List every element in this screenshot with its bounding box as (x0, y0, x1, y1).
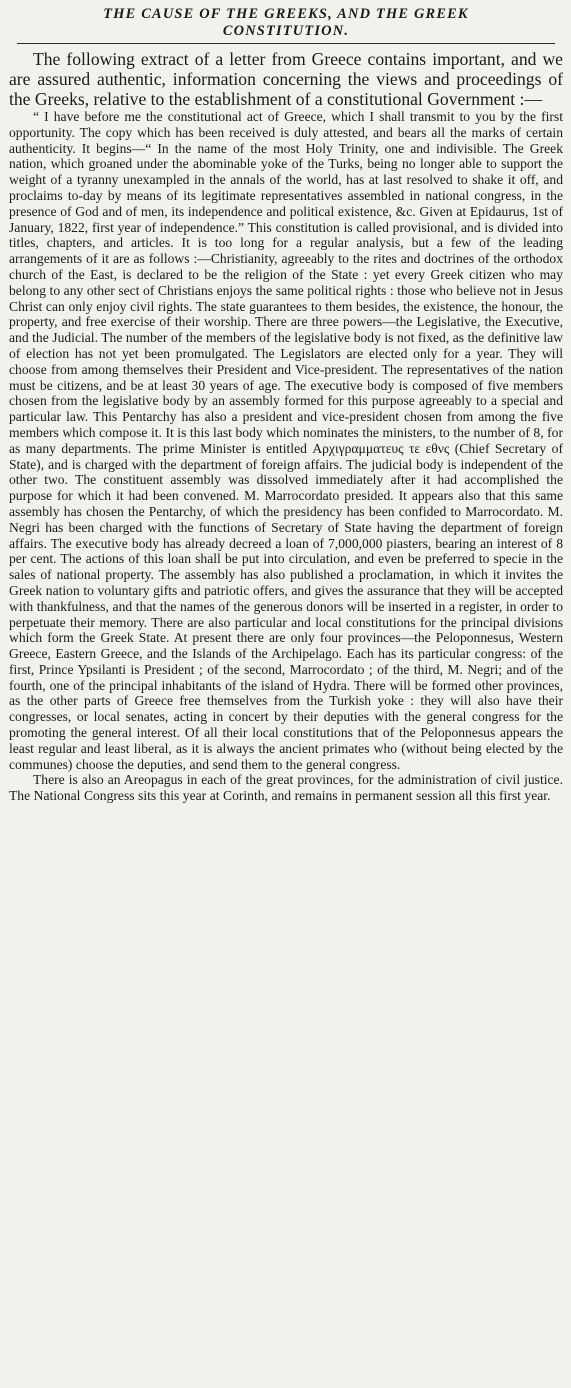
article-title (9, 6, 563, 40)
title-line-1: THE CAUSE OF THE GREEKS, AND THE GREEK (103, 6, 469, 22)
letter-paragraph-2: There is also an Areopagus in each of the great provinces, for the administration of civil justice. The National Congress sits this year at Corinth, and remains in permanent session all this first year. (9, 772, 563, 804)
letter-paragraph-1: “ I have before me the constitutional act of Greece, which I shall transmit to you by the first opportunity. The copy which has been received is duly attested, and bears all the marks of certain authenticity. It begins—“ In the name of the most Holy Trinity, one and indivisible. The Greek nation, which groaned under the abominable yoke of the Turks, being no longer able to support the weight of a tyranny unexampled in the annals of the world, has at last resolved to shake it off, and proclaims to-day by means of its legitimate representatives assembled in national congress, in the presence of God and of men, its independence and political existence, &c. Given at Epidaurus, 1st of January, 1822, first year of independence.” This constitution is called provisional, and is divided into titles, chapters, and articles. It is too long for a regular analysis, but a few of the leading arrangements of it are as follows :—Christianity, agreeably to the rites and doctrines of the orthodox church of the East, is declared to be the religion of the State : yet every Greek citizen who may belong to any other sect of Christians enjoys the same political rights : those who believe not in Jesus Christ can only enjoy civil rights. The state guarantees to them besides, the existence, the honour, the property, and free exercise of their worship. There are three powers—the Legislative, the Executive, and the Judicial. The number of the members of the legislative body is not fixed, as the definitive law of election has not yet been promulgated. The Legislators are elected only for a year. They will choose from among themselves their President and Vice-president. The representatives of the nation must be citizens, and be at least 30 years of age. The executive body is composed of five members chosen from the legislative body by an assembly formed for this purpose agreeably to a special and particular law. This Pentarchy has also a president and vice-president chosen from among the five members which compose it. It is this last body which nominates the ministers, to the number of 8, for as many departments. The prime Minister is entitled Αρχιγραμματευς τε εθνς (Chief Secretary of State), and is charged with the department of foreign affairs. The judicial body is independent of the other two. The constituent assembly was dissolved immediately after it had accomplished the purpose for which it had been convened. M. Marrocordato presided. It appears also that this same assembly has chosen the Pentarchy, of which the presidency has been confided to Marrocordato. M. Negri has been charged with the functions of Secretary of State having the department of foreign affairs. The executive body has already decreed a loan of 7,000,000 piasters, bearing an interest of 8 per cent. The actions of this loan shall be put into circulation, and even be preferred to specie in the sales of national property. The assembly has also published a proclamation, in which it invites the Greek nation to voluntary gifts and patriotic offers, and gives the assurance that they will be accepted with thankfulness, and that the names of the generous donors will be inserted in a register, in order to perpetuate their memory. There are also particular and local constitutions for the principal divisions which form the Greek State. At present there are only four provinces—the Peloponnesus, Western Greece, Eastern Greece, and the Islands of the Archipelago. Each has its particular congress: of the first, Prince Ypsilanti is President ; of the second, Marrocordato ; of the third, M. Negri; and of the fourth, one of the principal inhabitants of the island of Hydra. There will be formed other provinces, as the other parts of Greece free themselves from the Turkish yoke : they will also have their congresses, or local senates, acting in concert by their deputies with the general congress for the promoting the general interest. Of all their local constitutions that of the Peloponnesus appears the least regular and least liberal, as it is always the ancient primates who (without being elected by the communes) choose the deputies, and send them to the general congress. (9, 109, 563, 772)
title-line-2: CONSTITUTION. (222, 23, 350, 39)
intro-paragraph: The following extract of a letter from Greece contains important, and we are assured authentic, information concerning the views and proceedings of the Greeks, relative to the establishment of a constitutional Government :— (9, 49, 563, 109)
title-rule (17, 43, 555, 44)
